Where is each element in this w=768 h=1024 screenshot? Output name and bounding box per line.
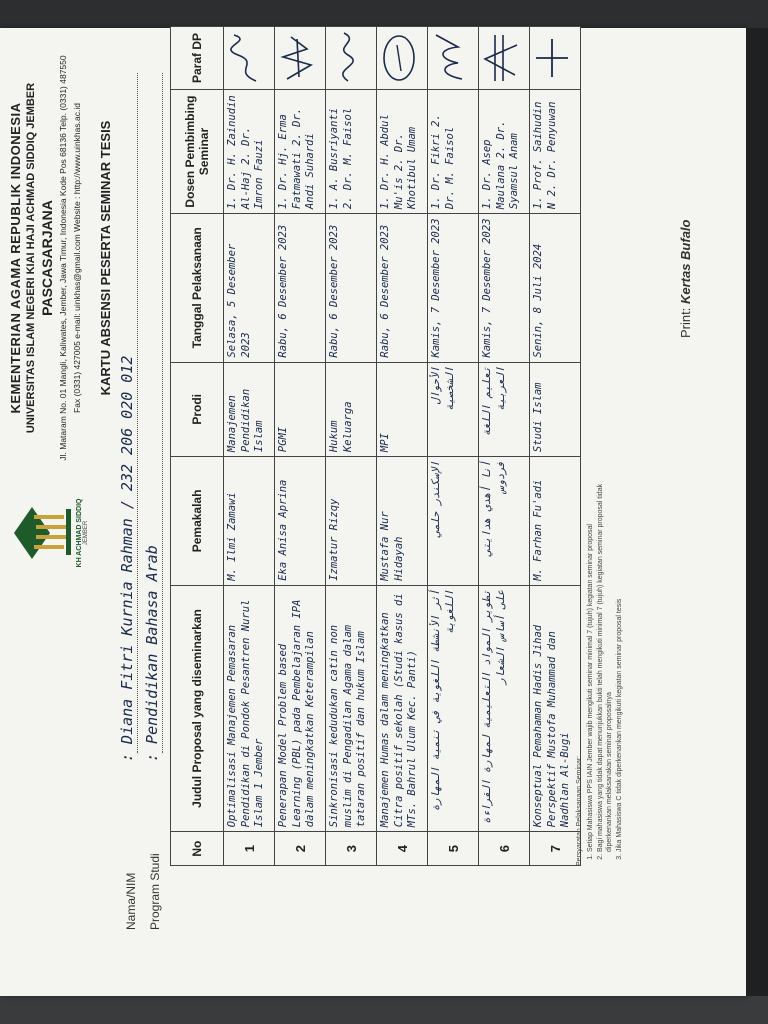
signature-icon: [481, 31, 521, 85]
signature-icon: [430, 31, 470, 85]
row-prodi: الأحوال الشخصية: [428, 362, 479, 457]
row-paraf: [479, 27, 530, 90]
row-judul: Sinkronisasi kedudukan catin non muslim di Pengadilan Agama dalam tataran positif dan hukum Islam: [326, 585, 377, 831]
notes-title: Persyaratan Pelaksanaan Seminar:: [576, 755, 583, 866]
row-dosen: 1. Dr. H. Zainudin Al-Haj 2. Dr. Imron Fauzi: [224, 90, 275, 214]
signature-icon: [532, 31, 572, 85]
row-no: 6: [479, 832, 530, 866]
row-no: 1: [224, 832, 275, 866]
row-prodi: PGMI: [275, 362, 326, 457]
name-underline: [137, 73, 138, 753]
letterhead: [8, 18, 83, 498]
header-tanggal: Tanggal Pelaksanaan: [171, 214, 224, 363]
signature-icon: [328, 31, 368, 85]
table-row: [377, 27, 428, 866]
note-item: 1. Setiap Mahasiswa PPS IAIN Jember wajib mengikuti seminar minimal 7 (tujuh) kegiatan seminar proposal: [586, 446, 595, 852]
header-no: No: [171, 832, 224, 866]
address: Jl. Mataram No. 01 Mangli, Kaliwates, Jember, Jawa Timur, Indonesia Kode Pos 68136 Telp. (0331) 487550: [58, 55, 68, 461]
table-row: [428, 27, 479, 866]
row-judul: Manajemen Humas dalam meningkatkan Citra positif sekolah (Studi kasus di MTs. Bahrul Ulum Kec. Panti): [377, 585, 428, 831]
row-paraf: [377, 27, 428, 90]
row-tanggal: Senin, 8 Juli 2024: [530, 214, 581, 363]
note-item: 3. Jika Mahasiswa C tidak diperkenankan mengikuti kegiatan seminar proposal tesis: [615, 446, 624, 852]
print-note: [678, 220, 693, 339]
header-pemakalah: Pemakalah: [171, 457, 224, 586]
row-judul: Optimalisasi Manajemen Pemasaran Pendidikan di Pondok Pesantren Nurul Islam 1 Jember: [224, 585, 275, 831]
row-judul: Konseptual Pemahaman Hadis Jihad Perspektif Mustofa Muhammad dan Nadhlan Al-Bugi: [530, 585, 581, 831]
ministry-name: KEMENTERIAN AGAMA REPUBLIK INDONESIA: [8, 102, 23, 414]
row-pemakalah: Izmatur Rizqy: [326, 457, 377, 586]
row-pemakalah: Mustafa Nur Hidayah: [377, 457, 428, 586]
row-pemakalah: M. Farhan Fu'adi: [530, 457, 581, 586]
university-logo-icon: [12, 503, 74, 563]
row-paraf: [326, 27, 377, 90]
header-dosen: Dosen Pembimbing Seminar: [171, 90, 224, 214]
row-dosen: 1. A. Busriyanti 2. Dr. M. Faisol: [326, 90, 377, 214]
row-dosen: 1. Prof. Saihudin N 2. Dr. Penyuwan: [530, 90, 581, 214]
university-name: UNIVERSITAS ISLAM NEGERI KIAI HAJI ACHMAD SIDDIQ JEMBER: [25, 82, 37, 434]
row-pemakalah: الإسكندر حلمي: [428, 457, 479, 586]
table-header-row: [171, 27, 224, 866]
logo-name: KH ACHMAD SIDDIQ: [76, 498, 83, 568]
faculty-name: PASCASARJANA: [39, 200, 55, 316]
row-prodi: Studi Islam: [530, 362, 581, 457]
row-paraf: [530, 27, 581, 90]
row-pemakalah: Eka Anisa Aprina: [275, 457, 326, 586]
row-tanggal: Kamis, 7 Desember 2023: [479, 214, 530, 363]
row-prodi: MPI: [377, 362, 428, 457]
row-no: 7: [530, 832, 581, 866]
row-tanggal: Rabu, 6 Desember 2023: [377, 214, 428, 363]
attendance-table: [170, 26, 581, 866]
background-edge: [746, 28, 768, 996]
program-label: Program Studi: [148, 853, 162, 930]
contact-info: Fax (0331) 427005 e-mail: uinkhas@gmail.com Website : http://www.uinkhas.ac.id: [72, 103, 83, 413]
header-judul: Judul Proposal yang diseminarkan: [171, 585, 224, 831]
table-row: [326, 27, 377, 866]
row-pemakalah: M. Ilmi Zamawi: [224, 457, 275, 586]
program-value: : Pendidikan Bahasa Arab: [143, 545, 161, 762]
row-no: 5: [428, 832, 479, 866]
print-value: Kertas Bufalo: [678, 219, 693, 305]
row-judul: Penerapan Model Problem based Learning (PBL) pada Pembelajaran IPA dalam meningkatkan Keterampilan: [275, 585, 326, 831]
row-paraf: [428, 27, 479, 90]
logo-sub: JEMBER: [83, 520, 89, 546]
row-paraf: [275, 27, 326, 90]
row-dosen: 1. Dr. Hj. Erma Fatmawati 2. Dr. Andi Suhardi: [275, 90, 326, 214]
row-tanggal: Rabu, 6 Desember 2023: [275, 214, 326, 363]
name-label: Nama/NIM: [124, 872, 138, 930]
row-prodi: Manajemen Pendidikan Islam: [224, 362, 275, 457]
row-tanggal: Selasa, 5 Desember 2023: [224, 214, 275, 363]
header-paraf: Paraf DP: [171, 27, 224, 90]
row-judul: تطوير المواد التعليمية لمهارة القراءة على أساس الشعار: [479, 585, 530, 831]
row-dosen: 1. Dr. Asep Maulana 2. Dr. Syamsul Anam: [479, 90, 530, 214]
note-item: 2. Bagi mahasiswa yang tidak dapat menunjukkan bukti telah mengikuti minimal 7 (tujuh) kegiatan seminar proposal tidak diperkenankan melaksanakan seminar proposalnya: [596, 446, 615, 852]
table-row: [530, 27, 581, 866]
row-paraf: [224, 27, 275, 90]
header-prodi: Prodi: [171, 362, 224, 457]
row-prodi: Hukum Keluarga: [326, 362, 377, 457]
table-row: [479, 27, 530, 866]
row-no: 2: [275, 832, 326, 866]
table-row: [275, 27, 326, 866]
program-underline: [162, 73, 163, 753]
row-dosen: 1. Dr. Fikri 2. Dr. M. Faisol: [428, 90, 479, 214]
row-no: 3: [326, 832, 377, 866]
signature-icon: [379, 31, 419, 85]
row-pemakalah: أنا أهدي هدايتي فردوس: [479, 457, 530, 586]
form-title: KARTU ABSENSI PESERTA SEMINAR TESIS: [98, 120, 113, 396]
row-prodi: تعليم اللغة العربية: [479, 362, 530, 457]
print-label: Print:: [678, 307, 693, 338]
name-value: : Diana Fitri Kurnia Rahman / 232 206 020 012: [118, 355, 136, 762]
row-tanggal: Kamis, 7 Desember 2023: [428, 214, 479, 363]
row-judul: أثر الأنشطة اللغوية في تنمية المهارة اللغوية: [428, 585, 479, 831]
row-dosen: 1. Dr. H. Abdul Mu'is 2. Dr. Khotibul Umam: [377, 90, 428, 214]
signature-icon: [277, 31, 317, 85]
row-tanggal: Rabu, 6 Desember 2023: [326, 214, 377, 363]
table-row: [224, 27, 275, 866]
requirements-notes: [575, 446, 624, 866]
signature-icon: [226, 31, 266, 85]
row-no: 4: [377, 832, 428, 866]
